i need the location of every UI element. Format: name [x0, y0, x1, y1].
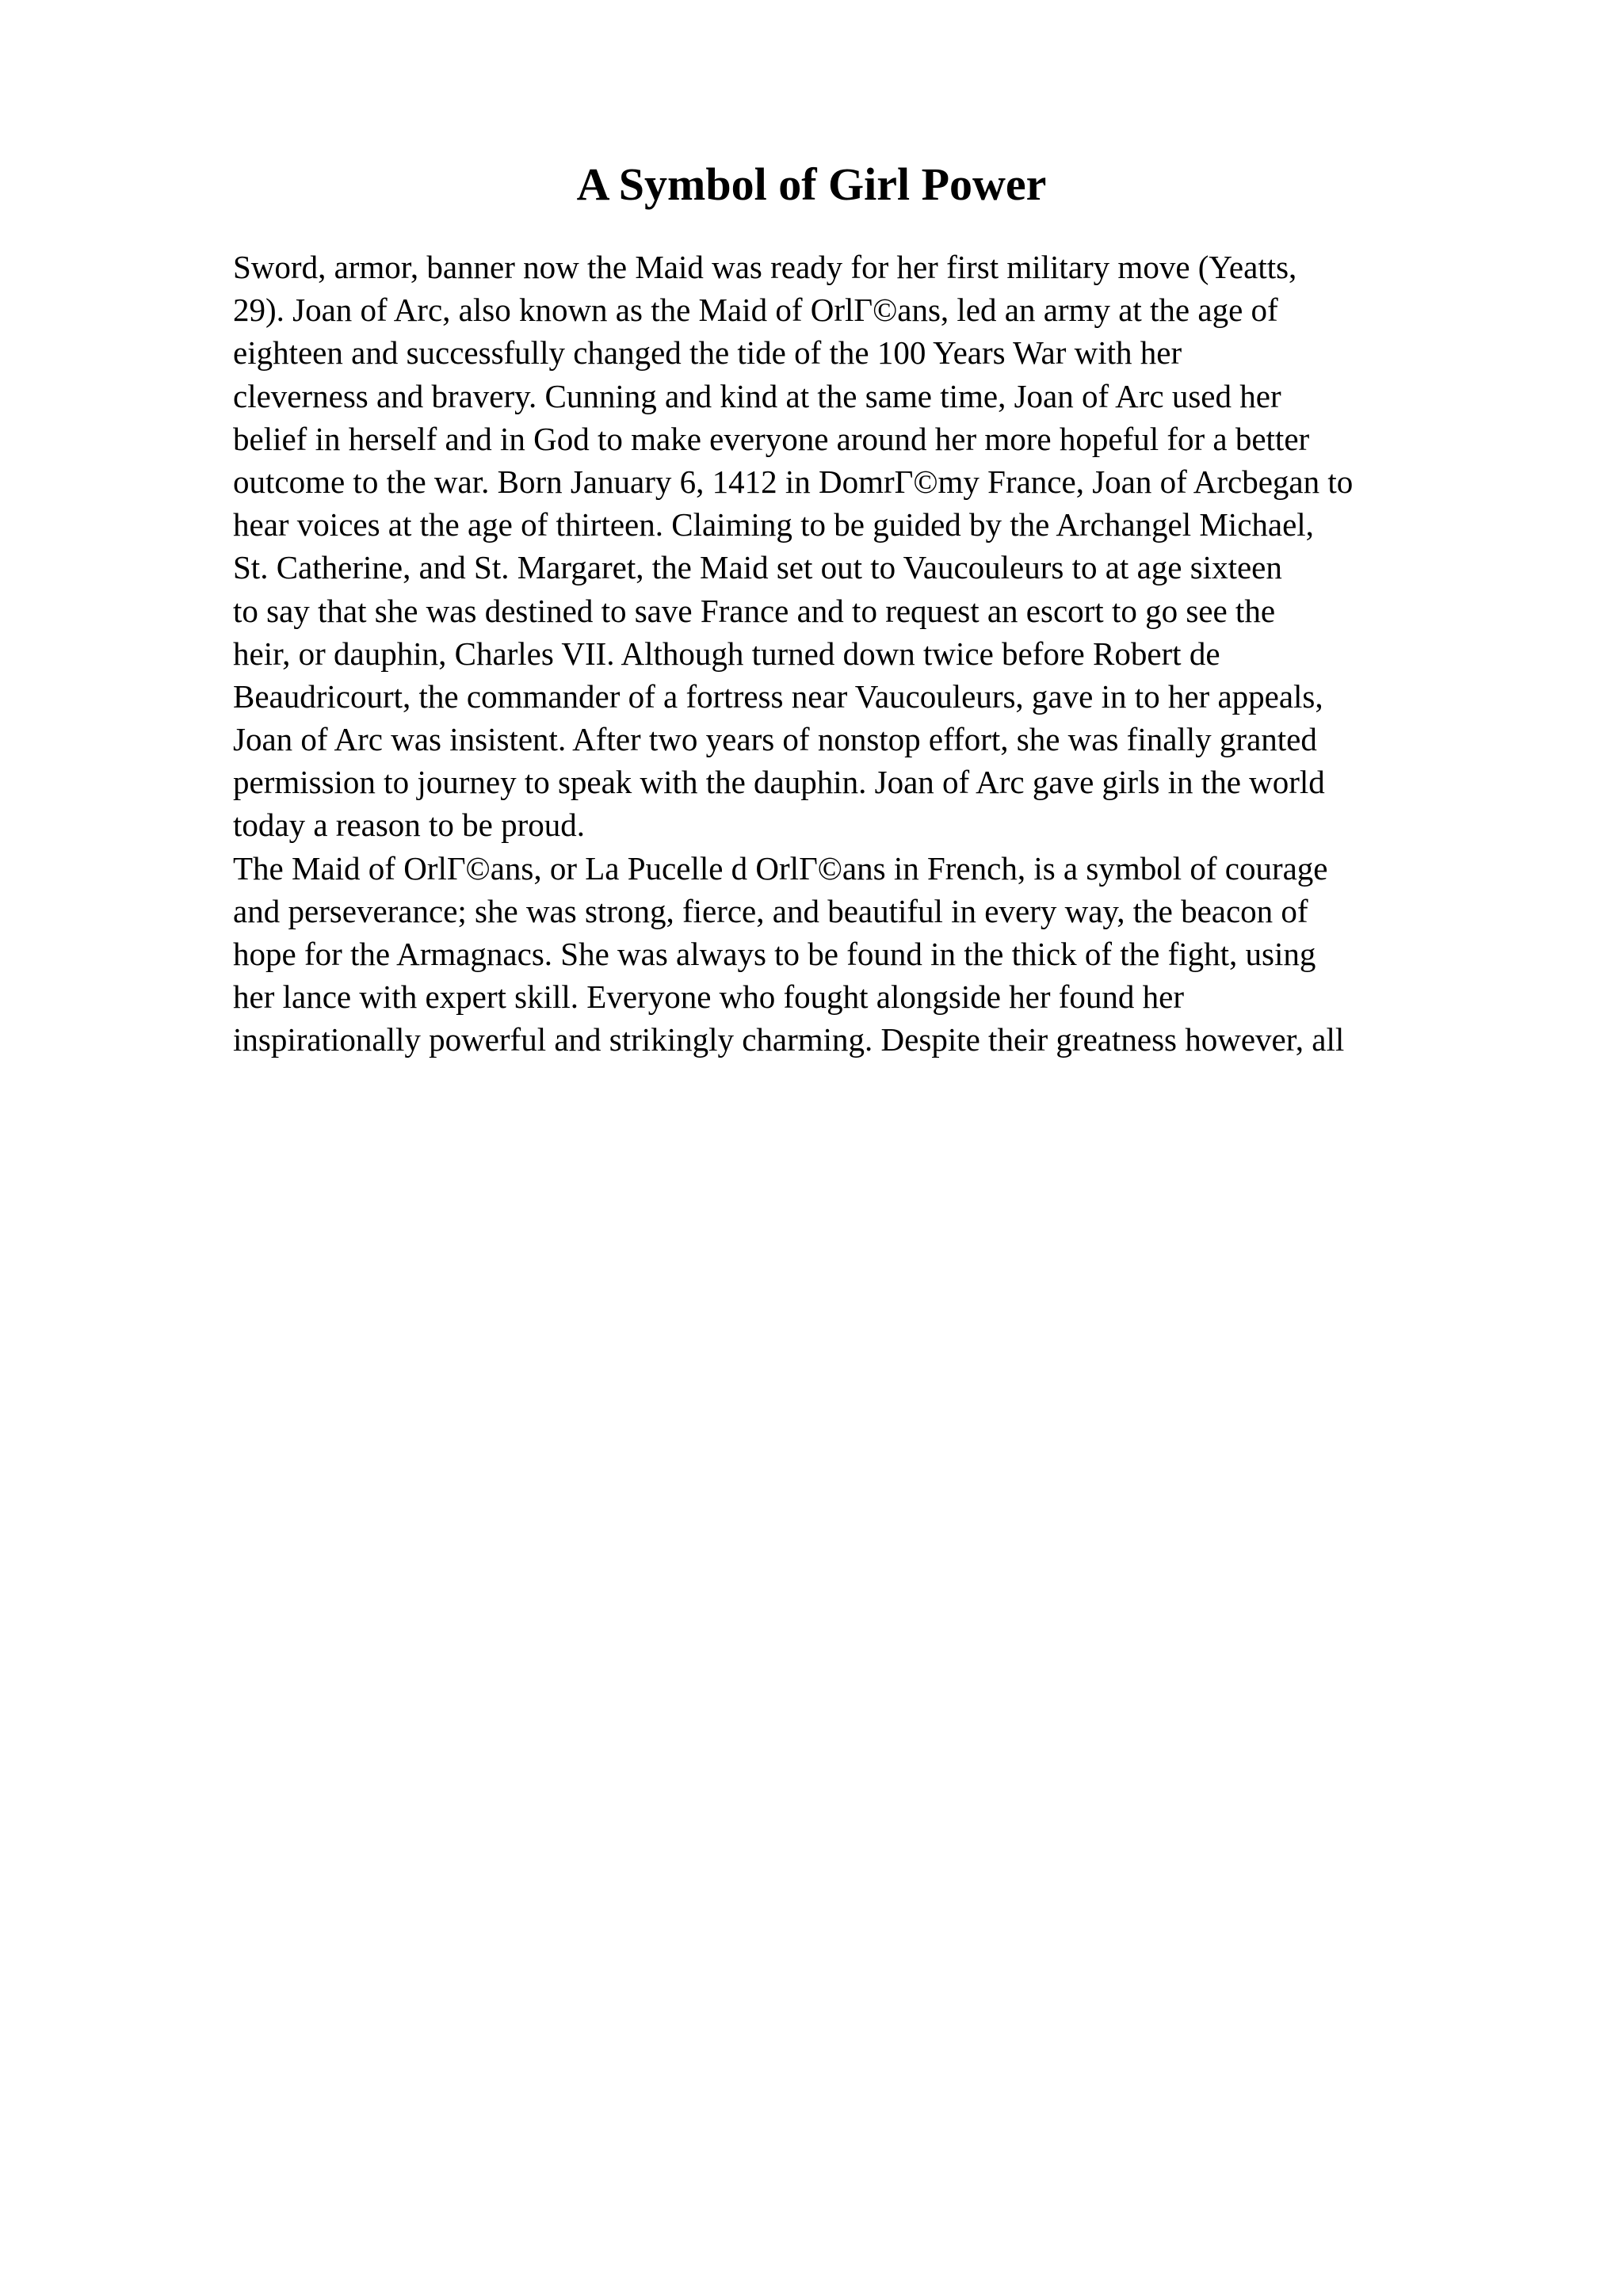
text-line: permission to journey to speak with the dauphin. Joan of Arc gave girls in the world — [233, 764, 1325, 801]
text-line: Beaudricourt, the commander of a fortress near Vaucouleurs, gave in to her appeals, — [233, 677, 1323, 715]
text-line: to say that she was destined to save France and to request an escort to go see the — [233, 592, 1276, 629]
text-line: The Maid of OrlΓ©ans, or La Pucelle d OrlΓ©ans in French, is a symbol of courage — [233, 849, 1328, 887]
text-line: belief in herself and in God to make everyone around her more hopeful for a better — [233, 420, 1310, 457]
text-line: 29). Joan of Arc, also known as the Maid of OrlΓ©ans, led an army at the age of — [233, 292, 1278, 329]
text-line: and perseverance; she was strong, fierce, and beautiful in every way, the beacon of — [233, 892, 1308, 929]
text-line: her lance with expert skill. Everyone who fought alongside her found her — [233, 978, 1185, 1016]
text-line: Joan of Arc was insistent. After two years of nonstop effort, she was finally granted — [233, 721, 1317, 758]
page-title: A Symbol of Girl Power — [576, 158, 1047, 210]
text-line: cleverness and bravery. Cunning and kind at the same time, Joan of Arc used her — [233, 377, 1281, 414]
text-line: St. Catherine, and St. Margaret, the Maid set out to Vaucouleurs to at age sixteen — [233, 549, 1282, 586]
text-line: hope for the Armagnacs. She was always to be found in the thick of the fight, using — [233, 936, 1316, 972]
text-line: heir, or dauphin, Charles VII. Although turned down twice before Robert de — [233, 635, 1220, 672]
text-line: outcome to the war. Born January 6, 1412 in DomrΓ©my France, Joan of Arcbegan to — [233, 463, 1354, 500]
text-line: Sword, armor, banner now the Maid was ready for her first military move (Yeatts, — [233, 249, 1297, 285]
body-text — [233, 246, 1612, 1062]
text-line: today a reason to be proud. — [233, 807, 586, 844]
text-line: inspirationally powerful and strikingly charming. Despite their greatness however, all — [233, 1021, 1345, 1058]
text-line: eighteen and successfully changed the tide of the 100 Years War with her — [233, 334, 1182, 372]
text-line: hear voices at the age of thirteen. Claiming to be guided by the Archangel Michael, — [233, 506, 1314, 543]
